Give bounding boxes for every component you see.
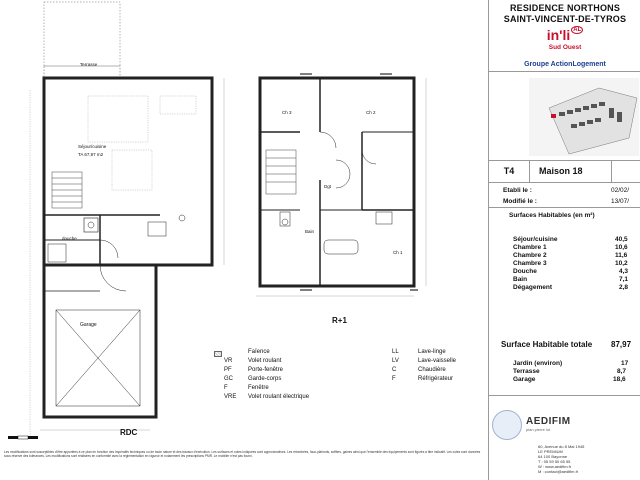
group-logo: Groupe ActionLogement bbox=[524, 61, 606, 68]
annex-label: Garage bbox=[513, 376, 536, 383]
label-ch2: Ch 2 bbox=[366, 110, 376, 115]
room-label: Chambre 3 bbox=[513, 260, 547, 267]
label-living: Séjour/cuisine bbox=[78, 144, 107, 149]
company-tagline: plan pierre lot bbox=[526, 427, 551, 432]
legend-item: F Fenêtre bbox=[224, 385, 269, 391]
brand-region: Sud Ouest bbox=[548, 44, 582, 51]
legend-item: VRE Volet roulant électrique bbox=[224, 394, 310, 400]
room-label: Chambre 2 bbox=[513, 252, 547, 259]
room-label: Chambre 1 bbox=[513, 244, 547, 251]
label-living-area: TA 67,97 m2 bbox=[78, 152, 104, 157]
scale-bar bbox=[8, 436, 38, 439]
label-dgt: Dgt bbox=[324, 184, 332, 189]
site-plan-thumbnail bbox=[529, 78, 639, 156]
legend-item: F Réfrigérateur bbox=[392, 376, 454, 382]
established-date: 02/02/ bbox=[611, 187, 630, 194]
annex-label: Terrasse bbox=[513, 368, 540, 375]
room-value: 11,6 bbox=[615, 252, 628, 259]
label-r1: R+1 bbox=[332, 316, 347, 325]
project-city: SAINT-VINCENT-DE-TYROS bbox=[503, 14, 627, 24]
legend-item: LV Lave-vaisselle bbox=[392, 358, 457, 364]
label-garage: Garage bbox=[80, 322, 97, 328]
company-block bbox=[488, 408, 640, 480]
label-shower: douche bbox=[62, 236, 77, 241]
modified-label: Modifié le : bbox=[503, 198, 537, 205]
upper-floor-plan bbox=[256, 74, 426, 296]
aedifim-logo-icon bbox=[492, 410, 522, 440]
disclaimer: Les modifications sont susceptibles d'être apportées à ce plan en fonction des impératifs techniques ou de toute nature et des travaux d'exécution. Les surfaces et cotes indiquées sont approximatives. Les retombées, faux-plafonds, soffites, gaines ainsi que l'ensemble des équipements sont figurés à titre indicatif. Les cotes sont données sous réserve des tolérances. Les modifications sont réalisées en conformité avec la réglementation en vigueur et notamment les prescriptions PMR. Le mobilier n'est pas fourni. bbox=[4, 450, 481, 459]
room-value: 4,3 bbox=[619, 268, 629, 275]
unit-name: Maison 18 bbox=[539, 166, 583, 176]
room-value: 2,8 bbox=[619, 284, 629, 291]
surfaces-header: Surfaces Habitables (en m²) bbox=[509, 212, 595, 219]
unit-type: T4 bbox=[489, 160, 530, 182]
legend-item: PF Porte-fenêtre bbox=[224, 367, 284, 373]
room-value: 10,6 bbox=[615, 244, 628, 251]
annex-value: 18,6 bbox=[613, 376, 626, 383]
label-bain: Bain bbox=[305, 229, 315, 234]
modified-date: 13/07/ bbox=[611, 198, 630, 205]
project-name: RESIDENCE NORTHONS bbox=[509, 3, 621, 13]
room-label: Dégagement bbox=[513, 284, 553, 291]
total-surface-value: 87,97 bbox=[611, 340, 632, 349]
tile-swatch bbox=[214, 351, 222, 357]
inli-logo: in'li $^{AL}$ bbox=[546, 27, 582, 43]
total-surface-label: Surface Habitable totale bbox=[501, 340, 593, 349]
legend-item: Faïence bbox=[248, 349, 270, 355]
legend-item: GC Garde-corps bbox=[224, 376, 282, 382]
ground-floor-plan bbox=[30, 2, 224, 440]
annex-value: 17 bbox=[621, 360, 629, 367]
label-ch1: Ch 1 bbox=[393, 250, 403, 255]
room-label: Bain bbox=[513, 276, 528, 283]
room-value: 10,2 bbox=[615, 260, 628, 267]
room-value: 40,5 bbox=[615, 236, 628, 243]
legend-item: LL Lave-linge bbox=[392, 349, 446, 355]
room-value: 7,1 bbox=[619, 276, 629, 283]
room-label: Douche bbox=[513, 268, 537, 275]
company-contact: 60, Avenue du 8 Mai 1945 LE PREMIUM 64 100 Bayonne T : 05 59 50 65 55 W : www.aedifim.fr M : contact@aedifim.fr bbox=[538, 444, 585, 474]
legend-item: C Chaudière bbox=[392, 367, 446, 373]
company-name: AEDIFIM bbox=[526, 416, 571, 427]
established-label: Etabli le : bbox=[503, 187, 532, 194]
label-terrace: Terrasse bbox=[80, 62, 98, 67]
label-rdc: RDC bbox=[120, 428, 138, 437]
annex-label: Jardin (environ) bbox=[513, 360, 563, 367]
legend-item: VR Volet roulant bbox=[224, 358, 282, 364]
annex-value: 8,7 bbox=[617, 368, 627, 375]
label-ch3: Ch 3 bbox=[282, 110, 292, 115]
room-label: Séjour/cuisine bbox=[513, 236, 558, 243]
